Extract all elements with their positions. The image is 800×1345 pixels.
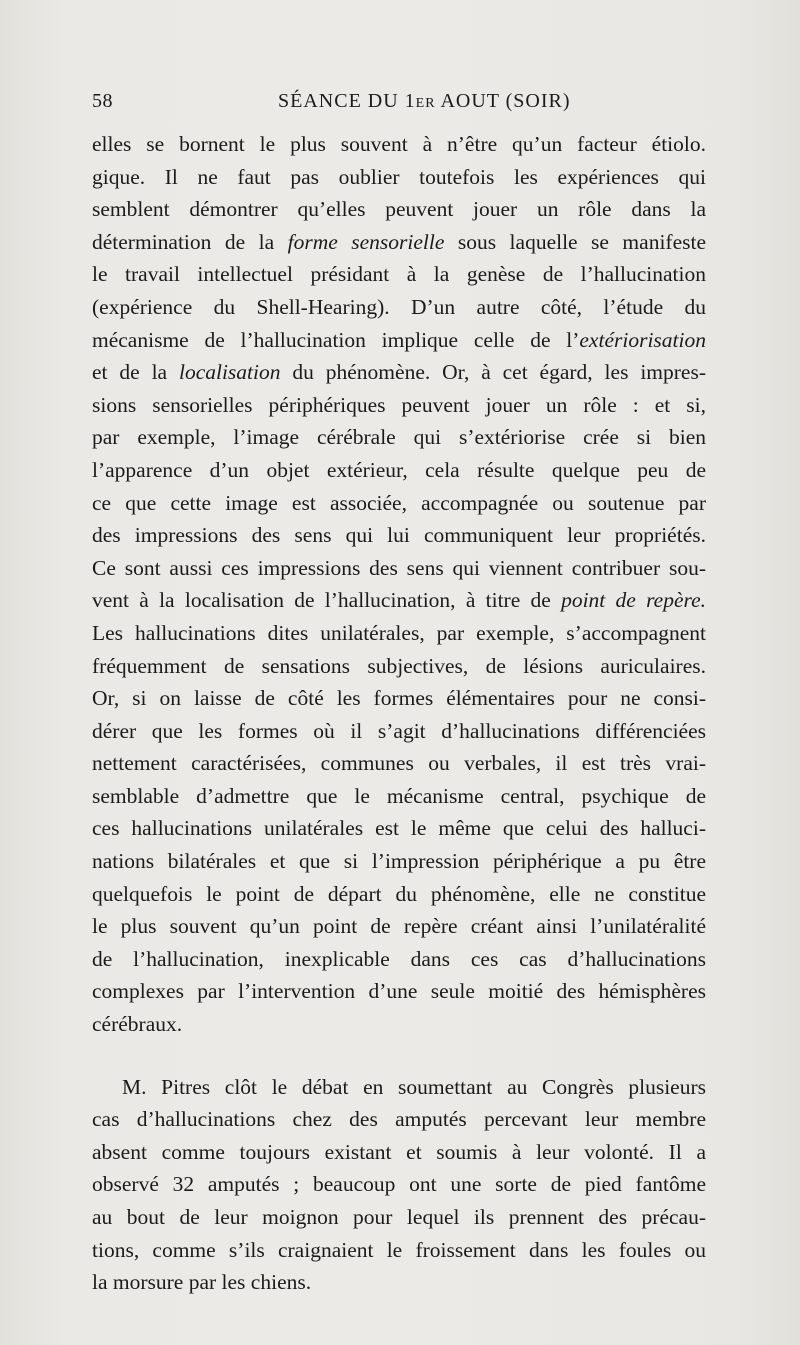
text-run: ces hallucinations unilatérales est le même que celui des halluci- xyxy=(92,816,706,841)
text-line xyxy=(92,454,706,487)
text-run: cérébraux. xyxy=(92,1012,183,1037)
text-run: complexes par l’intervention d’une seule moitié des hémisphères xyxy=(92,979,706,1004)
text-line xyxy=(92,584,706,617)
italic-phrase: extériorisation xyxy=(579,327,706,352)
text-run: et de la xyxy=(92,360,179,385)
italic-phrase: localisation xyxy=(178,360,281,385)
text-line xyxy=(92,943,706,976)
text-run: sions sensorielles périphériques peuvent jouer un rôle : et si, xyxy=(92,392,706,417)
text-line xyxy=(92,128,706,161)
text-line xyxy=(92,291,706,324)
text-run: le travail intellectuel présidant à la genèse de l’hallucination xyxy=(92,262,706,287)
text-run: elles se bornent le plus souvent à n’être qu’un facteur étiolo. xyxy=(92,132,706,156)
text-line xyxy=(92,910,706,943)
running-head xyxy=(92,90,712,120)
text-run: semblent démontrer qu’elles peuvent jouer un rôle dans la xyxy=(92,197,706,222)
text-line xyxy=(92,975,706,1008)
text-run: le plus souvent qu’un point de repère créant ainsi l’unilatéralité xyxy=(92,914,706,939)
text-run: la morsure par les chiens. xyxy=(92,1270,312,1295)
italic-phrase: point de repère. xyxy=(561,588,706,613)
text-line xyxy=(92,356,706,389)
text-run: observé 32 amputés ; beaucoup ont une sorte de pied fantôme xyxy=(92,1172,706,1197)
text-run: M. Pitres clôt le débat en soumettant au Congrès plusieurs xyxy=(122,1074,706,1099)
text-line xyxy=(92,193,706,226)
text-line xyxy=(92,1234,706,1267)
text-line xyxy=(92,1201,706,1234)
text-line xyxy=(92,487,706,520)
text-line xyxy=(92,617,706,650)
page-number: 58 xyxy=(92,90,113,112)
text-run: tions, comme s’ils craignaient le froissement dans les foules ou xyxy=(92,1237,706,1262)
text-run: fréquemment de sensations subjectives, de lésions auriculaires. xyxy=(92,653,706,678)
italic-phrase: forme sensorielle xyxy=(287,229,445,254)
text-run: de l’hallucination, inexplicable dans ces cas d’hallucinations xyxy=(92,946,706,971)
text-line xyxy=(92,421,706,454)
text-run: (expérience du Shell-Hearing). D’un autre côté, l’étude du xyxy=(92,294,706,319)
text-line xyxy=(92,812,706,845)
text-line xyxy=(92,1103,706,1136)
text-run: nettement caractérisées, communes ou verbales, il est très vrai- xyxy=(92,751,706,776)
text-line xyxy=(92,1071,706,1104)
text-line xyxy=(92,258,706,291)
text-line xyxy=(92,519,706,552)
text-line xyxy=(92,747,706,780)
text-run: détermination de la xyxy=(92,229,288,254)
text-line xyxy=(92,845,706,878)
text-line xyxy=(92,1008,706,1041)
text-line xyxy=(92,1136,706,1169)
text-line xyxy=(92,1168,706,1201)
text-run: dérer que les formes où il s’agit d’hallucinations différenciées xyxy=(92,718,706,743)
text-run: Ce sont aussi ces impressions des sens qui viennent contribuer sou- xyxy=(92,555,706,580)
text-run: quelquefois le point de départ du phénomène, elle ne constitue xyxy=(92,881,706,906)
text-line xyxy=(92,226,706,259)
text-line xyxy=(92,552,706,585)
text-run: l’apparence d’un objet extérieur, cela résulte quelque peu de xyxy=(92,457,706,482)
text-run: semblable d’admettre que le mécanisme central, psychique de xyxy=(92,783,706,808)
text-run: par exemple, l’image cérébrale qui s’extériorise crée si bien xyxy=(92,425,706,450)
text-line xyxy=(92,878,706,911)
running-title: SÉANCE DU 1er AOUT (SOIR) xyxy=(278,90,571,112)
text-run: nations bilatérales et que si l’impression périphérique a pu être xyxy=(92,849,706,874)
text-run: mécanisme de l’hallucination implique celle de l’ xyxy=(92,327,580,352)
text-run: Les hallucinations dites unilatérales, par exemple, s’accompagnent xyxy=(92,620,706,645)
text-run: au bout de leur moignon pour lequel ils prennent des précau- xyxy=(92,1205,706,1229)
text-line xyxy=(92,324,706,357)
text-run: gique. Il ne faut pas oublier toutefois les expériences qui xyxy=(92,164,706,189)
text-run: cas d’hallucinations chez des amputés percevant leur membre xyxy=(92,1107,706,1132)
text-run: vent à la localisation de l’hallucination, à titre de xyxy=(92,588,562,613)
text-run: du phénomène. Or, à cet égard, les impres- xyxy=(280,360,706,385)
paragraph-gap xyxy=(92,1041,706,1071)
text-run: des impressions des sens qui lui communiquent leur propriétés. xyxy=(92,523,706,548)
text-line xyxy=(92,682,706,715)
body-text xyxy=(92,128,706,1299)
text-run: absent comme toujours existant et soumis à leur volonté. Il a xyxy=(92,1139,706,1164)
text-run: ce que cette image est associée, accompagnée ou soutenue par xyxy=(92,490,706,515)
text-line xyxy=(92,1266,706,1299)
text-run: sous laquelle se manifeste xyxy=(444,229,706,254)
text-line xyxy=(92,715,706,748)
text-run: Or, si on laisse de côté les formes élémentaires pour ne consi- xyxy=(92,686,706,711)
text-line xyxy=(92,389,706,422)
text-line xyxy=(92,650,706,683)
text-line xyxy=(92,780,706,813)
text-line xyxy=(92,161,706,194)
